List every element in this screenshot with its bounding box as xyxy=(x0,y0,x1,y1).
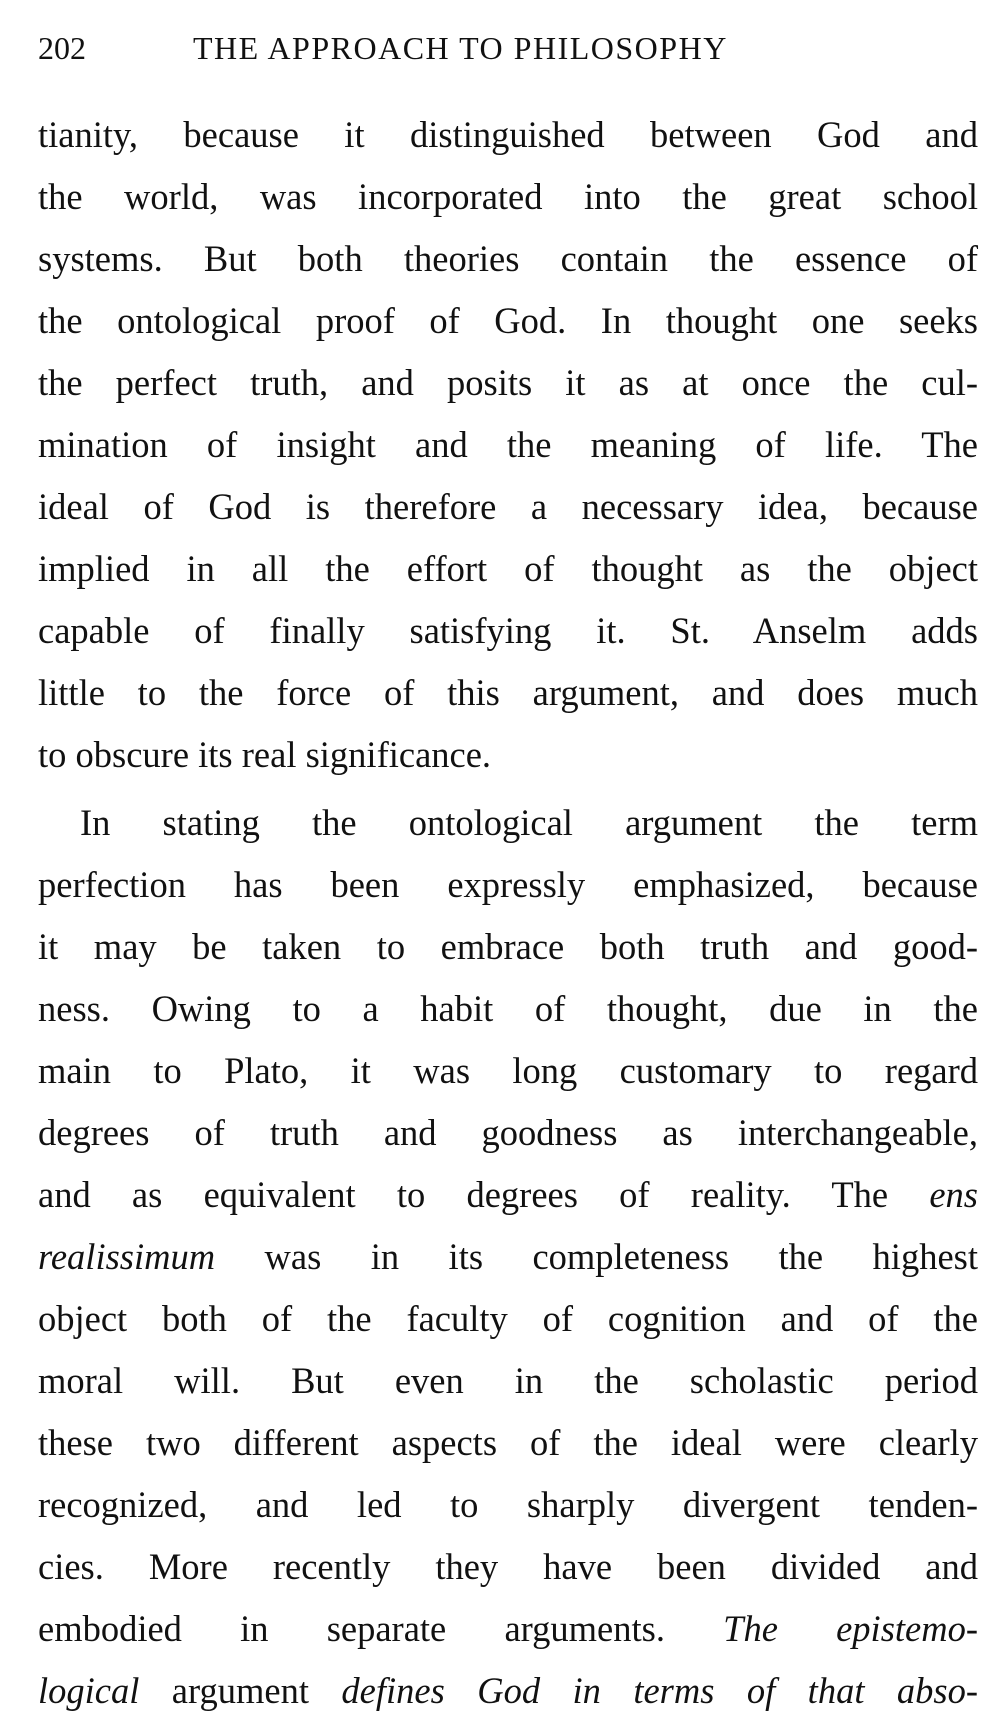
text-line xyxy=(38,1660,978,1722)
text-line xyxy=(38,228,978,290)
text-line xyxy=(38,1536,978,1598)
text-span: systems. But both theories contain the essence of xyxy=(38,238,978,279)
text-line xyxy=(38,414,978,476)
text-span: capable of finally satisfying it. St. Anselm adds xyxy=(38,610,978,651)
text-line xyxy=(38,662,978,724)
text-line xyxy=(38,1288,978,1350)
text-span: embodied in separate arguments. xyxy=(38,1608,724,1649)
text-span: In stating the ontological argument the term xyxy=(80,802,978,843)
text-line xyxy=(38,476,978,538)
text-line xyxy=(38,166,978,228)
text-line xyxy=(38,1226,978,1288)
running-head xyxy=(38,24,978,74)
text-line xyxy=(38,1350,978,1412)
text-span: cies. More recently they have been divided and xyxy=(38,1546,978,1587)
text-line xyxy=(38,104,978,166)
text-span: tianity, because it distinguished between God and xyxy=(38,114,978,155)
text-span: object both of the faculty of cognition and of the xyxy=(38,1298,978,1339)
text-span: these two different aspects of the ideal were clearly xyxy=(38,1422,978,1463)
text-span: recognized, and led to sharply divergent tenden- xyxy=(38,1484,978,1525)
paragraph xyxy=(38,792,978,1722)
italic-span: defines God in terms of that abso- xyxy=(341,1670,978,1711)
paragraph xyxy=(38,104,978,786)
text-span: perfection has been expressly emphasized, because xyxy=(38,864,978,905)
italic-span: The epistemo- xyxy=(723,1608,978,1649)
text-line xyxy=(38,792,978,854)
text-span: argument xyxy=(139,1670,342,1711)
text-span: the world, was incorporated into the great school xyxy=(38,176,978,217)
text-span: the ontological proof of God. In thought one seeks xyxy=(38,300,978,341)
text-span: the perfect truth, and posits it as at once the cul- xyxy=(38,362,978,403)
text-line xyxy=(38,724,978,786)
text-span: it may be taken to embrace both truth and good- xyxy=(38,926,978,967)
text-span: degrees of truth and goodness as interchangeable, xyxy=(38,1112,978,1153)
running-title: THE APPROACH TO PHILOSOPHY xyxy=(193,30,728,66)
text-line xyxy=(38,290,978,352)
text-line xyxy=(38,916,978,978)
italic-span: logical xyxy=(38,1670,140,1711)
italic-span: ens xyxy=(929,1174,978,1215)
text-span: ideal of God is therefore a necessary idea, because xyxy=(38,486,978,527)
text-span: main to Plato, it was long customary to regard xyxy=(38,1050,978,1091)
text-line xyxy=(38,1164,978,1226)
body-text xyxy=(38,104,978,1722)
text-line xyxy=(38,600,978,662)
text-span: implied in all the effort of thought as the object xyxy=(38,548,978,589)
text-line xyxy=(38,1412,978,1474)
page-number: 202 xyxy=(38,30,86,66)
text-line xyxy=(38,1598,978,1660)
text-span: ness. Owing to a habit of thought, due in the xyxy=(38,988,978,1029)
text-span: moral will. But even in the scholastic period xyxy=(38,1360,978,1401)
text-span: mination of insight and the meaning of life. The xyxy=(38,424,978,465)
text-line xyxy=(38,1102,978,1164)
text-span: little to the force of this argument, and does much xyxy=(38,672,978,713)
italic-span: realissimum xyxy=(38,1236,216,1277)
text-line xyxy=(38,1474,978,1536)
text-line xyxy=(38,854,978,916)
text-span: to obscure its real significance. xyxy=(38,734,492,775)
text-line xyxy=(38,538,978,600)
text-line xyxy=(38,352,978,414)
text-line xyxy=(38,978,978,1040)
text-span: and as equivalent to degrees of reality. The xyxy=(38,1174,930,1215)
text-span: was in its completeness the highest xyxy=(215,1236,978,1277)
text-line xyxy=(38,1040,978,1102)
